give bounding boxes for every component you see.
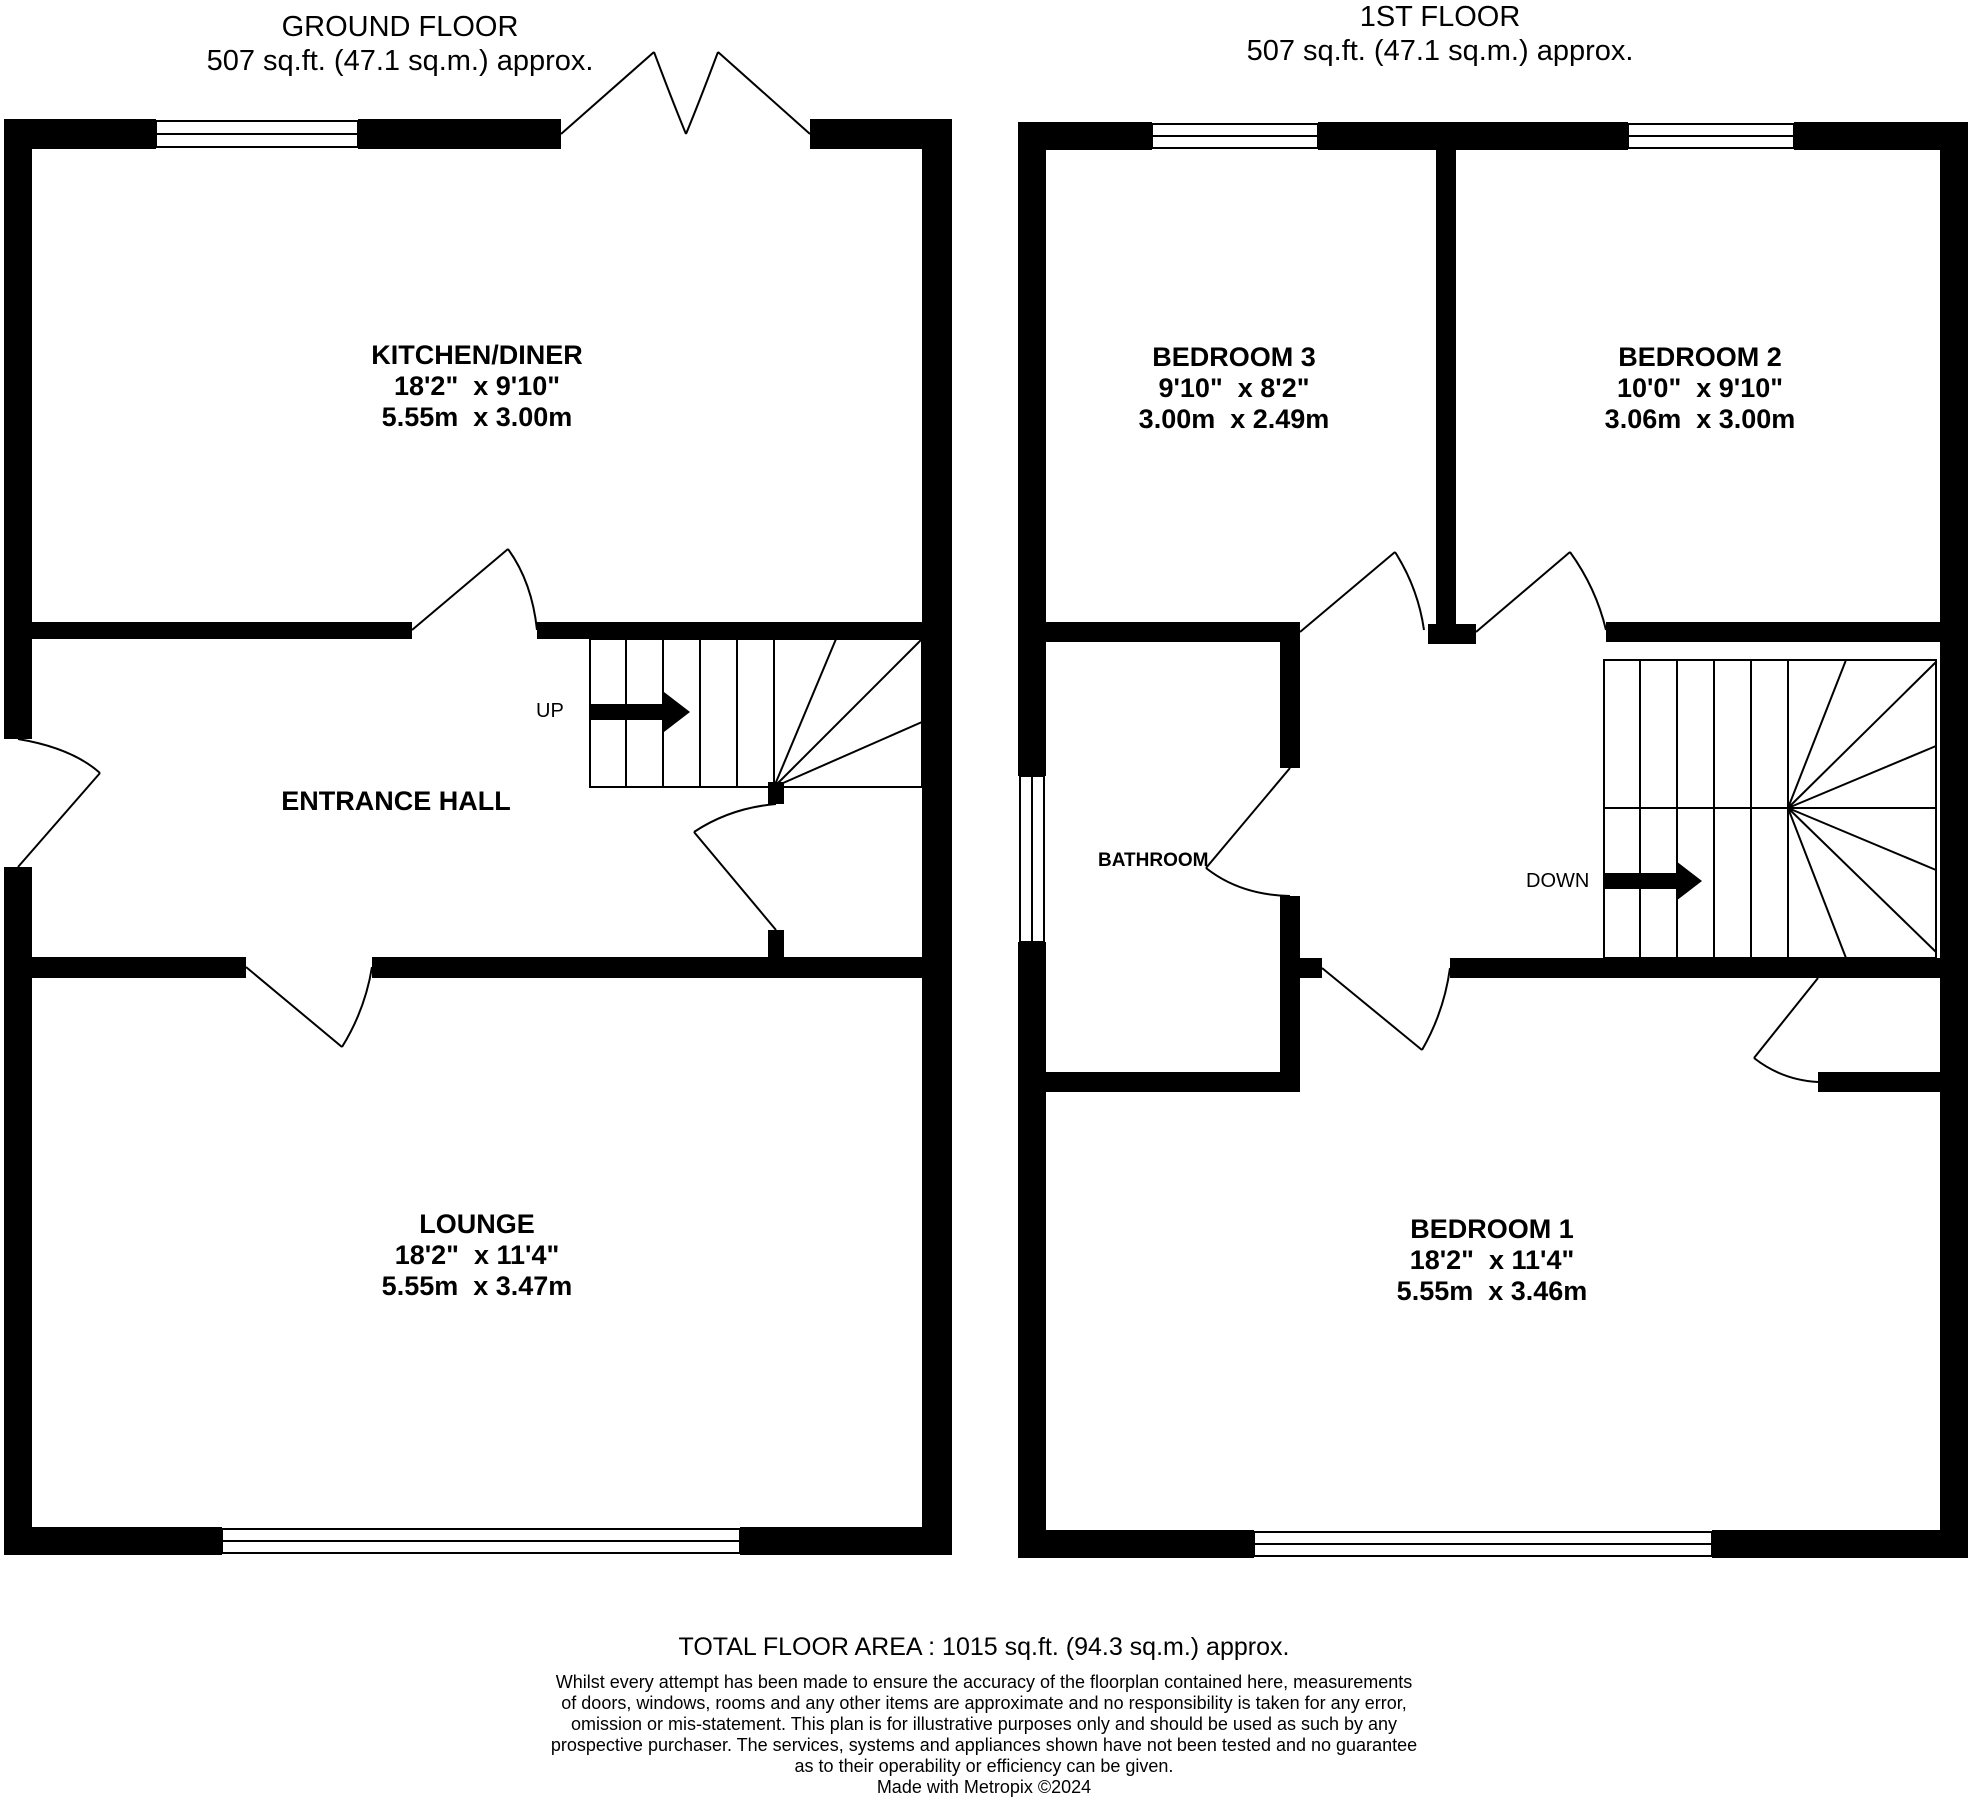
room-metric: 3.06m x 3.00m bbox=[1604, 404, 1796, 434]
disclaimer-line: Whilst every attempt has been made to ensure the accuracy of the floorplan contained here, measurements bbox=[555, 1672, 1413, 1692]
gf-cupboard-post-bottom bbox=[768, 930, 784, 960]
room-name: LOUNGE bbox=[419, 1209, 535, 1239]
room-imperial: 18'2" x 9'10" bbox=[393, 371, 561, 401]
first-floor-header bbox=[1200, 0, 1680, 68]
disclaimer-line: as to their operability or efficiency can be given. bbox=[794, 1756, 1174, 1776]
first-floor-area: 507 sq.ft. (47.1 sq.m.) approx. bbox=[1246, 35, 1634, 67]
first-floor-title: 1ST FLOOR bbox=[1359, 1, 1521, 33]
gf-wall-kitchen-hall-right bbox=[537, 622, 952, 639]
room-name: KITCHEN/DINER bbox=[371, 340, 583, 370]
gf-window-kitchen bbox=[156, 121, 358, 147]
gf-wall-hall-lounge-right bbox=[372, 957, 952, 978]
disclaimer-line: prospective purchaser. The services, systems and appliances shown have not been tested and no guarantee bbox=[550, 1735, 1418, 1755]
ff-window-bedroom2 bbox=[1628, 124, 1794, 148]
ff-wall-bottom-right bbox=[1712, 1530, 1968, 1558]
gf-stairs-arrow-icon bbox=[590, 692, 690, 732]
ff-wall-cupboard-bottom bbox=[1818, 1072, 1968, 1092]
disclaimer-line: of doors, windows, rooms and any other items are approximate and no responsibility is taken for any error, bbox=[561, 1693, 1407, 1713]
ff-wall-bed2-bottom bbox=[1606, 622, 1968, 642]
room-metric: 3.00m x 2.49m bbox=[1138, 404, 1330, 434]
ff-wall-bed3-bottom bbox=[1018, 622, 1300, 642]
room-imperial: 9'10" x 8'2" bbox=[1158, 373, 1310, 403]
gf-wall-right bbox=[922, 119, 952, 1555]
total-floor-area: TOTAL FLOOR AREA : 1015 sq.ft. (94.3 sq.m.) approx. bbox=[678, 1633, 1290, 1661]
room-name: BEDROOM 1 bbox=[1410, 1214, 1574, 1244]
disclaimer-line: omission or mis-statement. This plan is for illustrative purposes only and should be used as such by any bbox=[570, 1714, 1398, 1734]
room-imperial: 18'2" x 11'4" bbox=[394, 1240, 560, 1270]
ff-stairs-arrow-icon bbox=[1604, 861, 1702, 901]
room-lounge bbox=[277, 1209, 677, 1302]
room-name: ENTRANCE HALL bbox=[281, 786, 511, 816]
ff-wall-landing-bottom bbox=[1450, 958, 1968, 978]
ff-wall-bath-right-upper bbox=[1280, 622, 1300, 768]
ff-wall-landing-stub bbox=[1428, 624, 1476, 644]
disclaimer bbox=[484, 1672, 1484, 1798]
gf-window-lounge bbox=[222, 1529, 740, 1553]
gf-wall-bottom-right bbox=[740, 1527, 952, 1555]
gf-door-kitchen bbox=[412, 549, 537, 630]
gf-door-lounge bbox=[246, 967, 372, 1047]
room-imperial: 18'2" x 11'4" bbox=[1409, 1245, 1575, 1275]
gf-wall-hall-lounge-left bbox=[4, 957, 246, 978]
gf-door-front bbox=[18, 739, 100, 867]
room-bedroom-3 bbox=[1034, 342, 1434, 435]
ff-window-bedroom3 bbox=[1152, 124, 1318, 148]
ff-wall-bath-bottom bbox=[1018, 1072, 1300, 1092]
ff-stairs-label: DOWN bbox=[1526, 870, 1590, 892]
ff-wall-left-lower bbox=[1018, 942, 1046, 1558]
ff-wall-right bbox=[1940, 122, 1968, 1558]
ff-wall-left-upper bbox=[1018, 122, 1046, 776]
gf-wall-left-upper bbox=[4, 119, 32, 739]
ff-wall-top-mid bbox=[1318, 122, 1628, 150]
gf-door-cupboard bbox=[694, 804, 776, 930]
ff-staircase bbox=[1604, 660, 1936, 958]
ff-door-bedroom3 bbox=[1300, 552, 1424, 632]
credit: Made with Metropix ©2024 bbox=[876, 1777, 1092, 1797]
room-name: BEDROOM 2 bbox=[1618, 342, 1782, 372]
ff-wall-bed3-bed2 bbox=[1436, 122, 1456, 644]
ff-wall-bath-stub bbox=[1280, 958, 1322, 978]
ground-floor-header bbox=[160, 10, 640, 78]
ff-window-bedroom1 bbox=[1254, 1532, 1712, 1556]
room-metric: 5.55m x 3.46m bbox=[1396, 1276, 1588, 1306]
room-name: BEDROOM 3 bbox=[1152, 342, 1316, 372]
ff-window-bathroom bbox=[1020, 776, 1044, 942]
room-bedroom-1 bbox=[1292, 1214, 1692, 1307]
room-imperial: 10'0" x 9'10" bbox=[1616, 373, 1784, 403]
room-entrance-hall bbox=[196, 786, 596, 817]
gf-stairs-label: UP bbox=[536, 700, 564, 722]
room-bathroom: BATHROOM bbox=[1098, 850, 1209, 871]
ff-door-bedroom1 bbox=[1322, 968, 1450, 1050]
room-metric: 5.55m x 3.47m bbox=[381, 1271, 573, 1301]
ff-door-bedroom2 bbox=[1476, 552, 1606, 632]
room-kitchen-diner bbox=[277, 340, 677, 433]
ff-wall-bath-right-lower bbox=[1280, 896, 1300, 1092]
ground-floor-title: GROUND FLOOR bbox=[281, 11, 519, 43]
room-metric: 5.55m x 3.00m bbox=[381, 402, 573, 432]
ground-floor-area: 507 sq.ft. (47.1 sq.m.) approx. bbox=[206, 45, 594, 77]
room-bedroom-2 bbox=[1500, 342, 1900, 435]
gf-wall-bottom-left bbox=[4, 1527, 222, 1555]
ff-door-bathroom bbox=[1206, 768, 1290, 896]
ff-wall-bottom-left bbox=[1018, 1530, 1254, 1558]
ff-door-cupboard bbox=[1754, 978, 1818, 1082]
gf-wall-top-mid bbox=[358, 119, 561, 149]
gf-wall-kitchen-hall-left bbox=[4, 622, 412, 639]
